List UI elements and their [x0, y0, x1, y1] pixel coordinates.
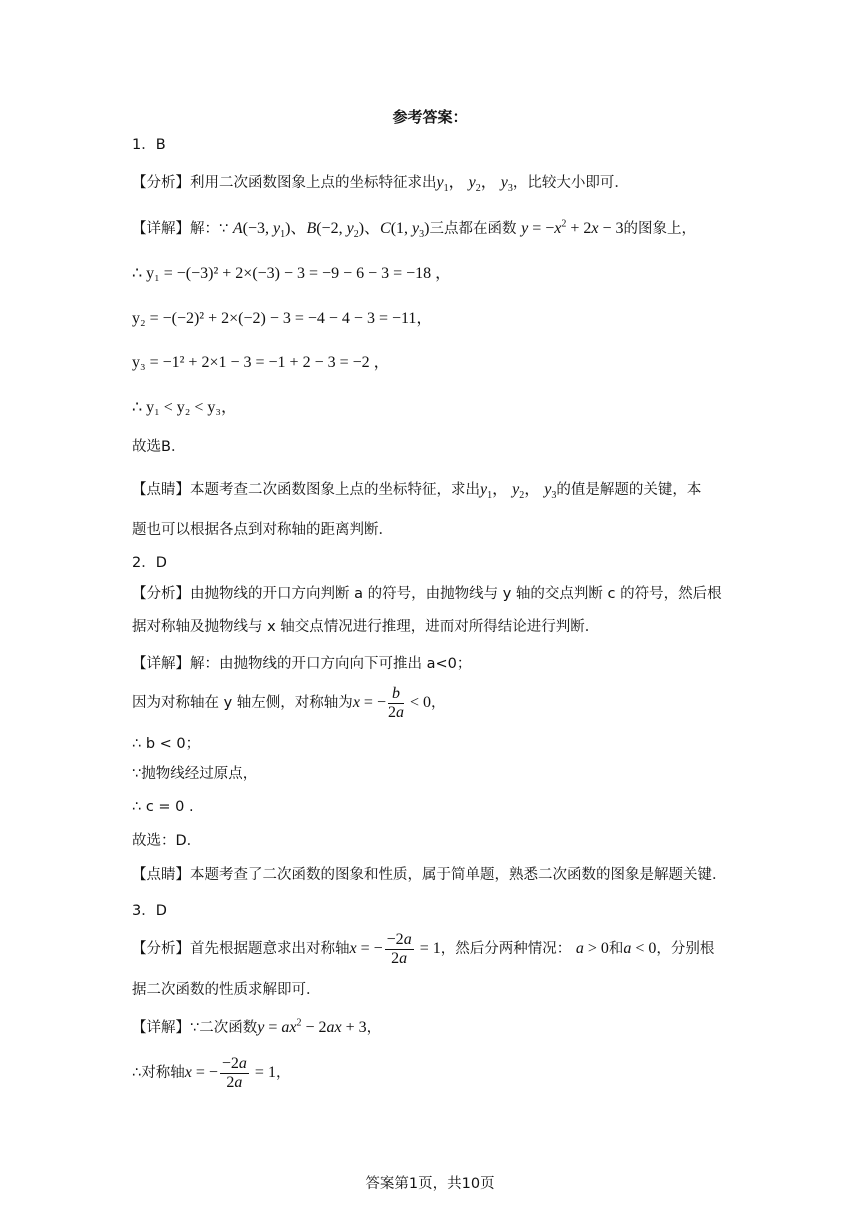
q2-answer: 2．D [132, 555, 167, 571]
q1-answer: 1．B [132, 137, 166, 153]
q3-detail: 【详解】∵二次函数$y = ax^2 - 2ax + 3$， [132, 1017, 382, 1036]
q3-analysis: 【分析】首先根据题意求出对称轴x = − $\frac{-2a}{2a}$ = 1，然后分两种情况： a > 0和a < 0，分别根 [132, 930, 715, 967]
q2-analysis: 【分析】由抛物线的开口方向判断 a 的符号，由抛物线与 y 轴的交点判断 c 的符号，然后根 [132, 586, 722, 602]
q1-comment: 【点睛】本题考查二次函数图象上点的坐标特征，求出$y_1$， $y_2$， $y_3$的值是解题的关键，本 [132, 481, 702, 502]
q1-eq4: ∴ y₁ < y₂ < y₃， [132, 399, 237, 416]
q2-choose: 故选：D． [132, 833, 202, 849]
q1-choose: 故选B． [132, 439, 186, 455]
q2-origin: ∵抛物线经过原点， [132, 766, 258, 782]
q1-eq2: y₂ = −(−2)² + 2×(−2) − 3 = −4 − 4 − 3 = −11， [132, 310, 433, 327]
q1-eq1: ∴ y₁ = −(−3)² + 2×(−3) − 3 = −9 − 6 − 3 = −18 ， [132, 265, 452, 282]
q1-analysis: 【分析】利用二次函数图象上点的坐标特征求出$y_1$， $y_2$， $y_3$，比较大小即可． [132, 174, 629, 195]
q3-axis: ∴对称轴x = − $\frac{-2a}{2a}$ = 1， [132, 1054, 291, 1091]
page-footer: 答案第1页，共10页 [365, 1176, 495, 1192]
q2-c-zero: ∴ c = 0 . [132, 799, 194, 815]
page-title: 参考答案： [392, 108, 468, 126]
q2-analysis-cont: 据对称轴及抛物线与 x 轴交点情况进行推理，进而对所得结论进行判断． [132, 619, 600, 635]
q2-comment: 【点睛】本题考查了二次函数的图象和性质，属于简单题，熟悉二次函数的图象是解题关键． [132, 867, 727, 883]
q2-b-negative: ∴ b < 0； [132, 736, 201, 752]
q1-detail: 【详解】解：∵ A(−3, $y_1$)、B(−2, $y_2$)、C(1, $y_3$)三点都在函数 $y = -x^2 + 2x - 3$的图象上， [132, 218, 697, 241]
q3-answer: 3．D [132, 903, 167, 919]
q2-axis: 因为对称轴在 y 轴左侧，对称轴为x = − $\frac{b}{2a}$ < 0， [132, 684, 446, 721]
q1-comment-cont: 题也可以根据各点到对称轴的距离判断． [132, 522, 393, 538]
q3-analysis-cont: 据二次函数的性质求解即可． [132, 982, 321, 998]
q1-eq3: y₃ = −1² + 2×1 − 3 = −1 + 2 − 3 = −2 ， [132, 354, 390, 371]
q2-detail: 【详解】解：由抛物线的开口方向向下可推出 a<0； [132, 656, 472, 672]
